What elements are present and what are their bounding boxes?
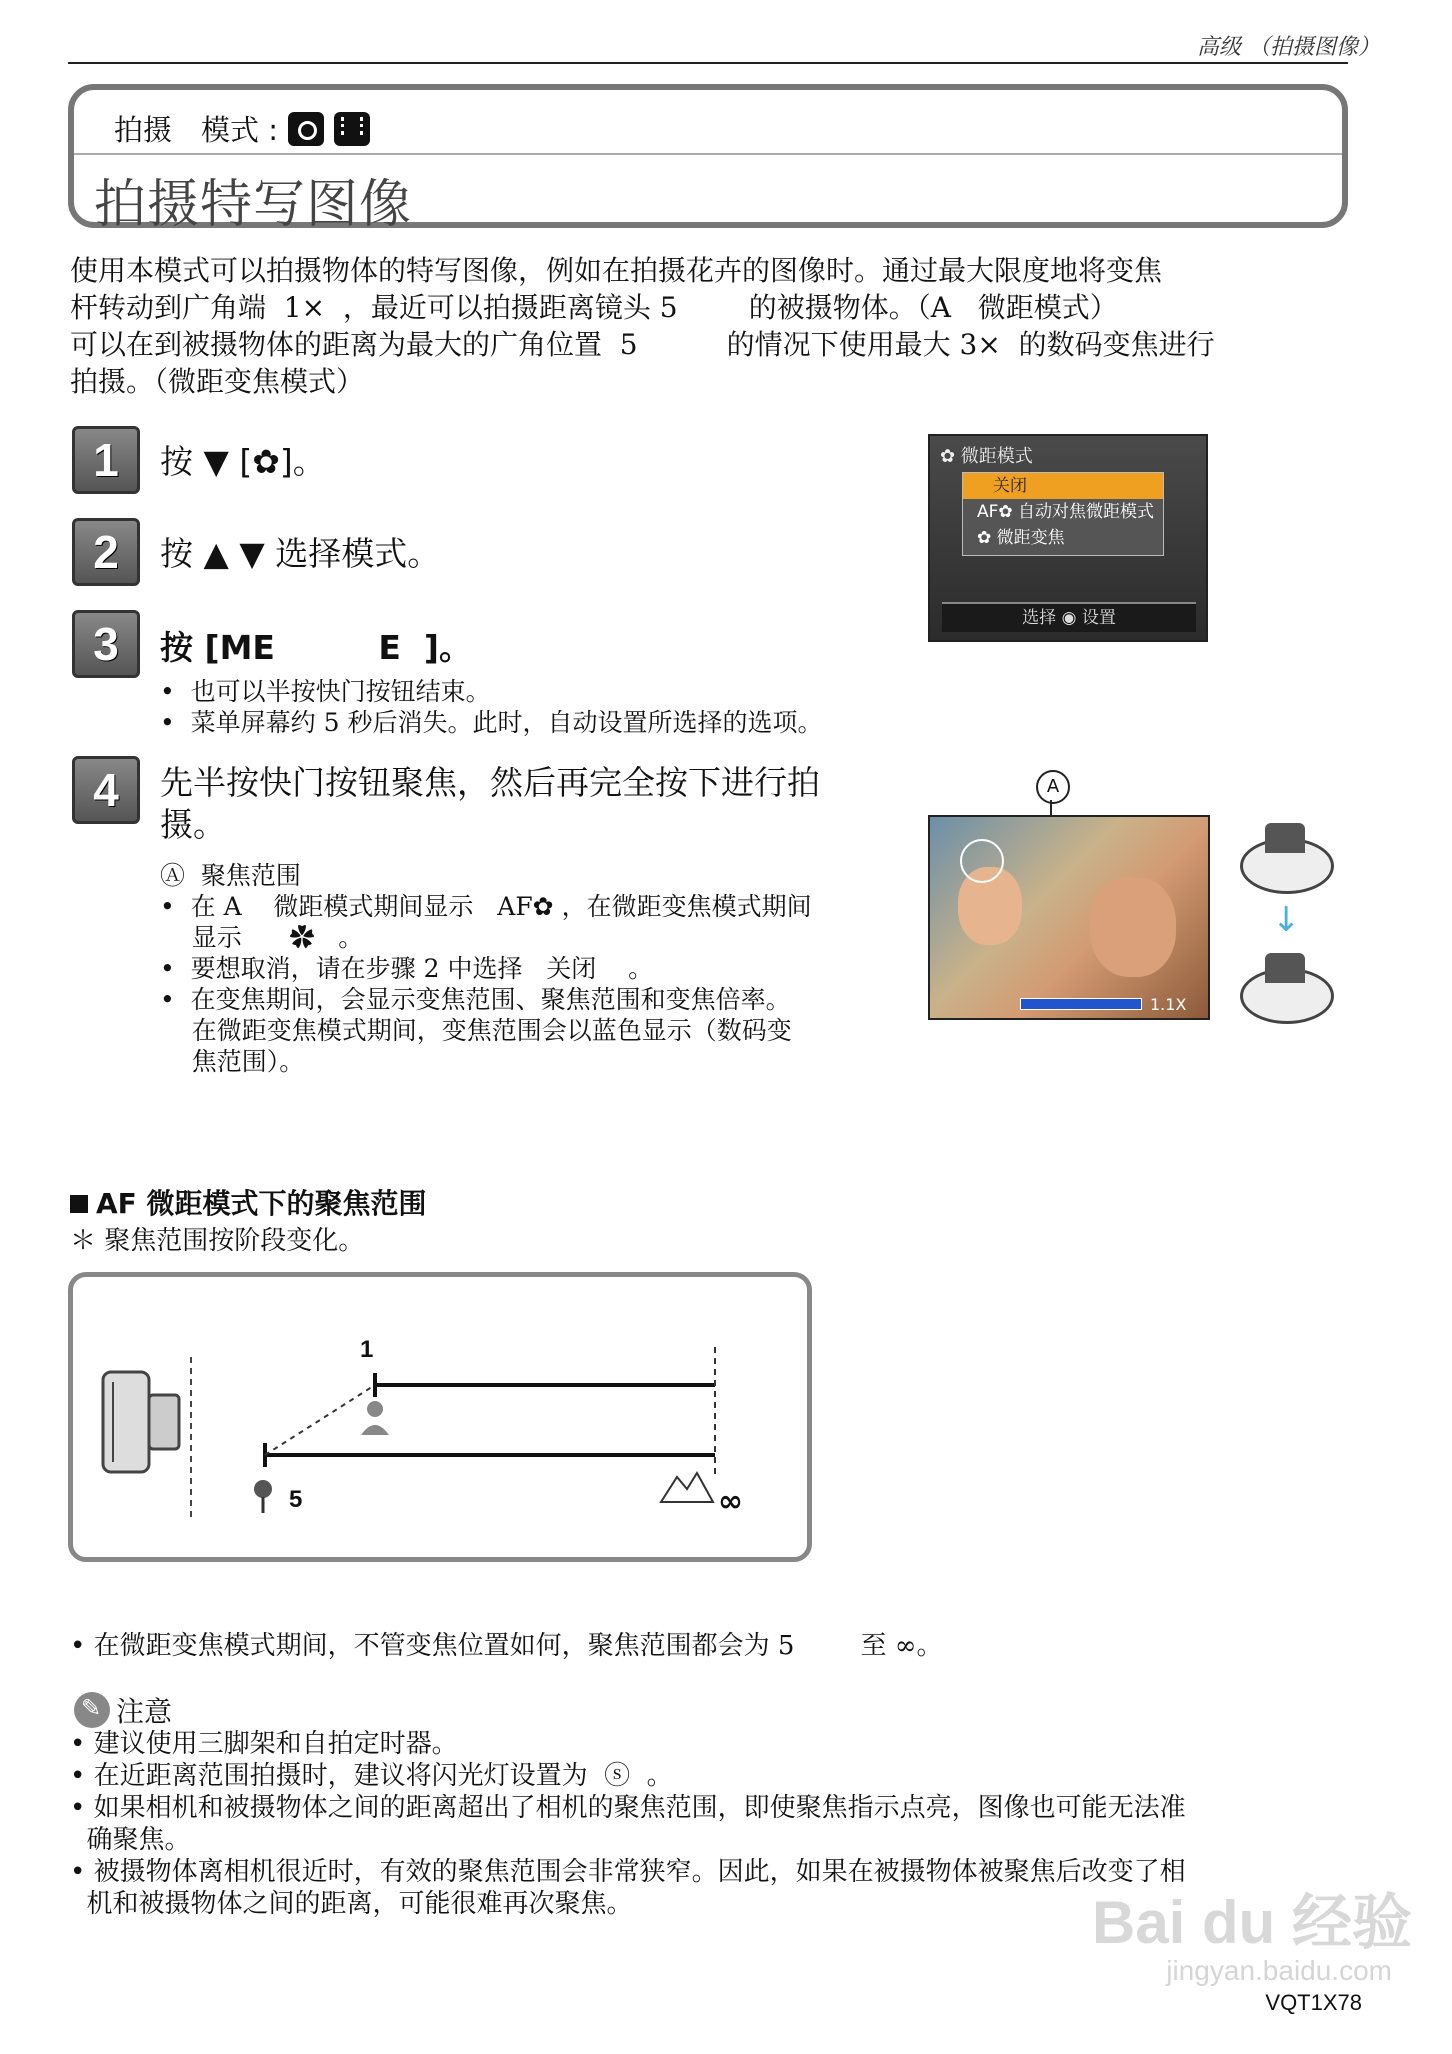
tele-distance-label: 1	[360, 1336, 374, 1363]
bullet-item: Ⓐ 聚焦范围	[160, 861, 301, 890]
intro-line: 使用本模式可以拍摄物体的特写图像，例如在拍摄花卉的图像时。通过最大限度地将变焦	[70, 254, 1163, 287]
step-3-bullets	[160, 676, 822, 738]
intro-paragraph	[70, 252, 1360, 400]
wide-distance-label: 5	[289, 1486, 303, 1513]
square-bullet-icon	[70, 1195, 88, 1213]
range-connector	[265, 1385, 375, 1455]
title-box	[68, 84, 1348, 235]
page-title: 拍摄特写图像	[94, 175, 413, 235]
shutter-full-press-icon	[1240, 968, 1334, 1024]
sample-photo	[928, 815, 1210, 1020]
shutter-half-press-icon	[1240, 838, 1334, 894]
af-section-heading	[70, 1182, 427, 1222]
note-item: • 在近距离范围拍摄时，建议将闪光灯设置为 ⓢ 。	[70, 1761, 673, 1791]
step-number-1: 1	[72, 426, 140, 494]
step-3-text: 按 [ME E ]。	[160, 628, 472, 667]
attention-header	[74, 1690, 172, 1730]
focus-circle	[960, 839, 1004, 883]
focus-range-diagram	[68, 1272, 812, 1562]
zoom-ratio: 1.1X	[1150, 995, 1187, 1014]
note-item: 确聚焦。	[70, 1825, 191, 1855]
bullet-item: • 要想取消，请在步骤 2 中选择 关闭 。	[160, 954, 654, 983]
pencil-note-icon	[74, 1692, 110, 1728]
focus-range-callout: A	[1036, 770, 1070, 804]
woman-face	[1090, 877, 1176, 977]
person-icon	[361, 1401, 389, 1435]
focus-range-svg	[73, 1277, 807, 1557]
watermark-url: jingyan.baidu.com	[1166, 1955, 1392, 1986]
note-item: • 建议使用三脚架和自拍定时器。	[70, 1729, 458, 1759]
bullet-item: • 在 A 微距模式期间显示 AF✿ ，在微距变焦模式期间	[160, 892, 812, 921]
flower-icon	[254, 1480, 272, 1513]
camera-icon	[288, 112, 324, 146]
mountain-icon	[661, 1473, 713, 1502]
af-footnote: ＊ 聚焦范围按阶段变化。	[70, 1226, 365, 1256]
lcd-title: ✿ 微距模式	[940, 446, 1033, 467]
lcd-bottom-bar: 选择 ◉ 设置	[942, 602, 1196, 632]
film-icon	[334, 112, 370, 146]
step-1-text: 按 ▼ [✿]。	[160, 442, 326, 481]
intro-line: 杆转动到广角端 1× ，最近可以拍摄距离镜头 5 的被摄物体。（A 微距模式）	[70, 291, 1118, 324]
lcd-menu-screen	[928, 434, 1208, 642]
mode-label: 拍摄 模式 :	[114, 113, 278, 147]
header-rule	[68, 62, 1348, 64]
title-divider	[74, 153, 1342, 155]
infinity-label: ∞	[718, 1484, 743, 1519]
page-code: VQT1X78	[1265, 1990, 1362, 2015]
lcd-option-macro-zoom: ✿ 微距变焦	[977, 528, 1065, 548]
bullet-item: • 在变焦期间，会显示变焦范围、聚焦范围和变焦倍率。	[160, 985, 791, 1014]
lcd-option-off: 关闭	[963, 473, 1163, 499]
note-item: • 如果相机和被摄物体之间的距离超出了相机的聚焦范围，即使聚焦指示点亮，图像也可能无法准	[70, 1793, 1186, 1823]
step-4-line: 摄。	[160, 805, 226, 844]
section-header: 高级 （拍摄图像）	[1197, 35, 1380, 60]
lcd-menu	[962, 472, 1164, 556]
bullet-item: 在微距变焦模式期间，变焦范围会以蓝色显示（数码变	[160, 1016, 792, 1045]
intro-line: 可以在到被摄物体的距离为最大的广角位置 5 的情况下使用最大 3× 的数码变焦进行	[70, 328, 1215, 361]
step-number-4: 4	[72, 756, 140, 824]
step-2-text: 按 ▲ ▼ 选择模式。	[160, 534, 441, 573]
bullet-item: • 也可以半按快门按钮结束。	[160, 677, 491, 706]
zoom-range-bar	[1020, 998, 1142, 1010]
camera-icon	[103, 1372, 179, 1472]
bullet-item: 显示 ✿ 。	[160, 923, 364, 952]
bullet-item: 焦范围）。	[160, 1047, 305, 1076]
step-number-2: 2	[72, 518, 140, 586]
step-4-line: 先半按快门按钮聚焦，然后再完全按下进行拍	[160, 763, 820, 802]
intro-line: 拍摄。（微距变焦模式）	[70, 365, 365, 398]
af-heading-text: AF 微距模式下的聚焦范围	[96, 1187, 427, 1220]
step-number-3: 3	[72, 610, 140, 678]
note-item: 机和被摄物体之间的距离，可能很难再次聚焦。	[70, 1889, 633, 1919]
lcd-option-af-macro: AF✿ 自动对焦微距模式	[977, 502, 1155, 522]
mode-line	[114, 108, 370, 149]
macro-zoom-note: • 在微距变焦模式期间，不管变焦位置如何，聚焦范围都会为 5 至 ∞。	[70, 1631, 943, 1661]
bullet-item: • 菜单屏幕约 5 秒后消失。此时，自动设置所选择的选项。	[160, 708, 823, 737]
attention-title: 注意	[116, 1695, 173, 1728]
step-4-bullets	[160, 860, 812, 1077]
arrow-down-icon: ↓	[1272, 900, 1301, 940]
note-item: • 被摄物体离相机很近时，有效的聚焦范围会非常狭窄。因此，如果在被摄物体被聚焦后改变了相	[70, 1857, 1186, 1887]
watermark-logo: Bai du 经验	[1091, 1889, 1412, 1956]
step-4-text	[160, 762, 820, 846]
